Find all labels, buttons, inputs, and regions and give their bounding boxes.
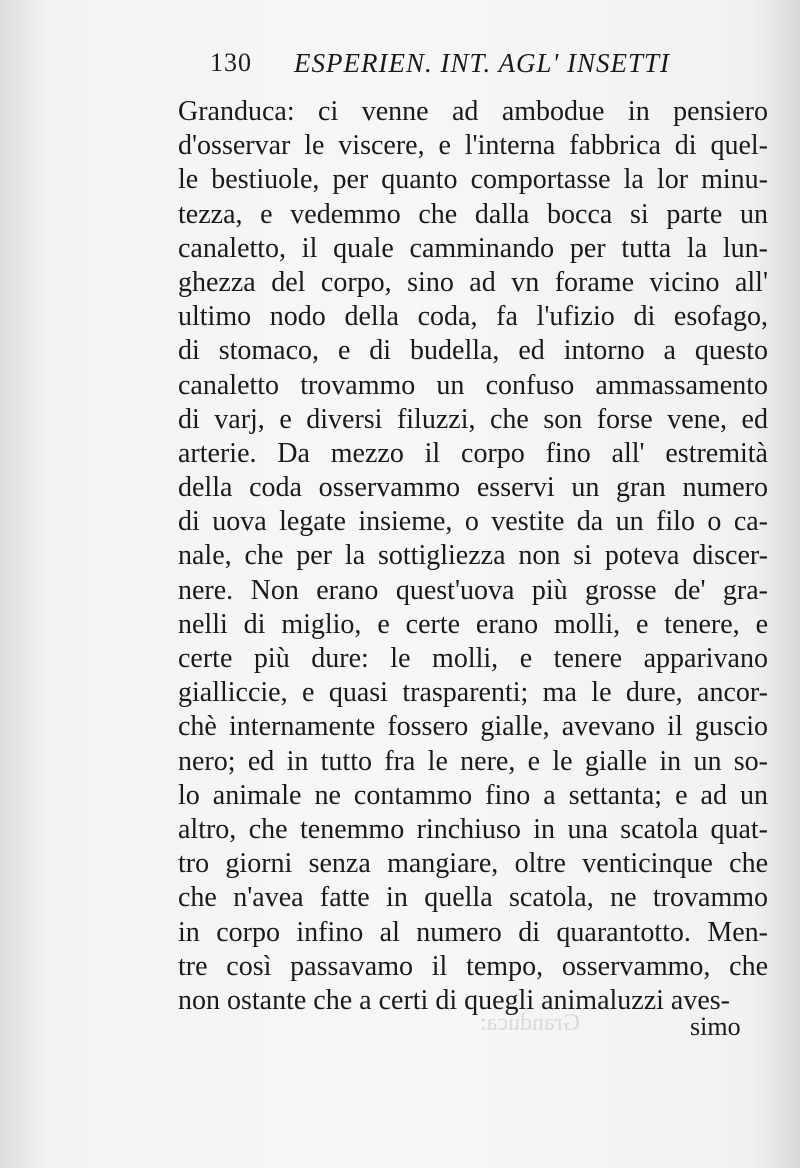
text-line: di stomaco, e di budella, ed intorno a questo bbox=[178, 335, 768, 367]
text-line: di uova legate insieme, o vestite da un filo o ca- bbox=[178, 506, 768, 538]
body-text bbox=[178, 95, 768, 1018]
text-line: non ostante che a certi di quegli animaluzzi aves- bbox=[178, 984, 731, 1016]
catchword: simo bbox=[690, 1012, 741, 1041]
text-line: ultimo nodo della coda, fa l'ufizio di esofago, bbox=[178, 301, 768, 333]
text-line: nere. Non erano quest'uova più grosse de' gra- bbox=[178, 574, 768, 606]
text-line: nelli di miglio, e certe erano molli, e tenere, e bbox=[178, 608, 768, 640]
text-line: certe più dure: le molli, e tenere apparivano bbox=[178, 643, 768, 674]
text-line: tezza, e vedemmo che dalla bocca si parte un bbox=[178, 198, 768, 230]
text-line: tro giorni senza mangiare, oltre venticinque che bbox=[178, 848, 768, 880]
text-line: che n'avea fatte in quella scatola, ne trovammo bbox=[178, 882, 768, 914]
text-line: le bestiuole, per quanto comportasse la lor minu- bbox=[178, 164, 768, 196]
text-line: in corpo infino al numero di quarantotto. Men- bbox=[178, 916, 768, 948]
text-line: nale, che per la sottigliezza non si poteva discer- bbox=[178, 540, 768, 572]
text-line: canaletto, il quale camminando per tutta la lun- bbox=[178, 232, 768, 264]
text-line: canaletto trovammo un confuso ammassamento bbox=[178, 369, 768, 401]
text-line: arterie. Da mezzo il corpo fino all' estremità bbox=[178, 437, 768, 469]
text-line: di varj, e diversi filuzzi, che son forse vene, ed bbox=[178, 403, 768, 435]
text-line: nero; ed in tutto fra le nere, e le gialle in un so- bbox=[178, 745, 768, 777]
text-line: gialliccie, e quasi trasparenti; ma le dure, ancor- bbox=[178, 677, 768, 709]
text-line: tre così passavamo il tempo, osservammo, che bbox=[178, 950, 768, 982]
running-head: ESPERIEN. INT. AGL' INSETTI bbox=[294, 48, 671, 78]
text-line: chè internamente fossero gialle, avevano il guscio bbox=[178, 711, 768, 743]
page-number: 130 bbox=[210, 48, 252, 77]
text-line: d'osservar le viscere, e l'interna fabbrica di quel- bbox=[178, 130, 768, 162]
text-line: lo animale ne contammo fino a settanta; e ad un bbox=[178, 779, 768, 811]
page-header bbox=[210, 48, 750, 88]
text-line: della coda osservammo esservi un gran numero bbox=[178, 472, 768, 504]
text-line: ghezza del corpo, sino ad vn forame vicino all' bbox=[178, 266, 768, 298]
text-line: altro, che tenemmo rinchiuso in una scatola quat- bbox=[178, 813, 768, 845]
text-line: Granduca: ci venne ad ambodue in pensiero bbox=[178, 96, 768, 127]
bleed-through-text: Granduca: bbox=[480, 1010, 580, 1036]
